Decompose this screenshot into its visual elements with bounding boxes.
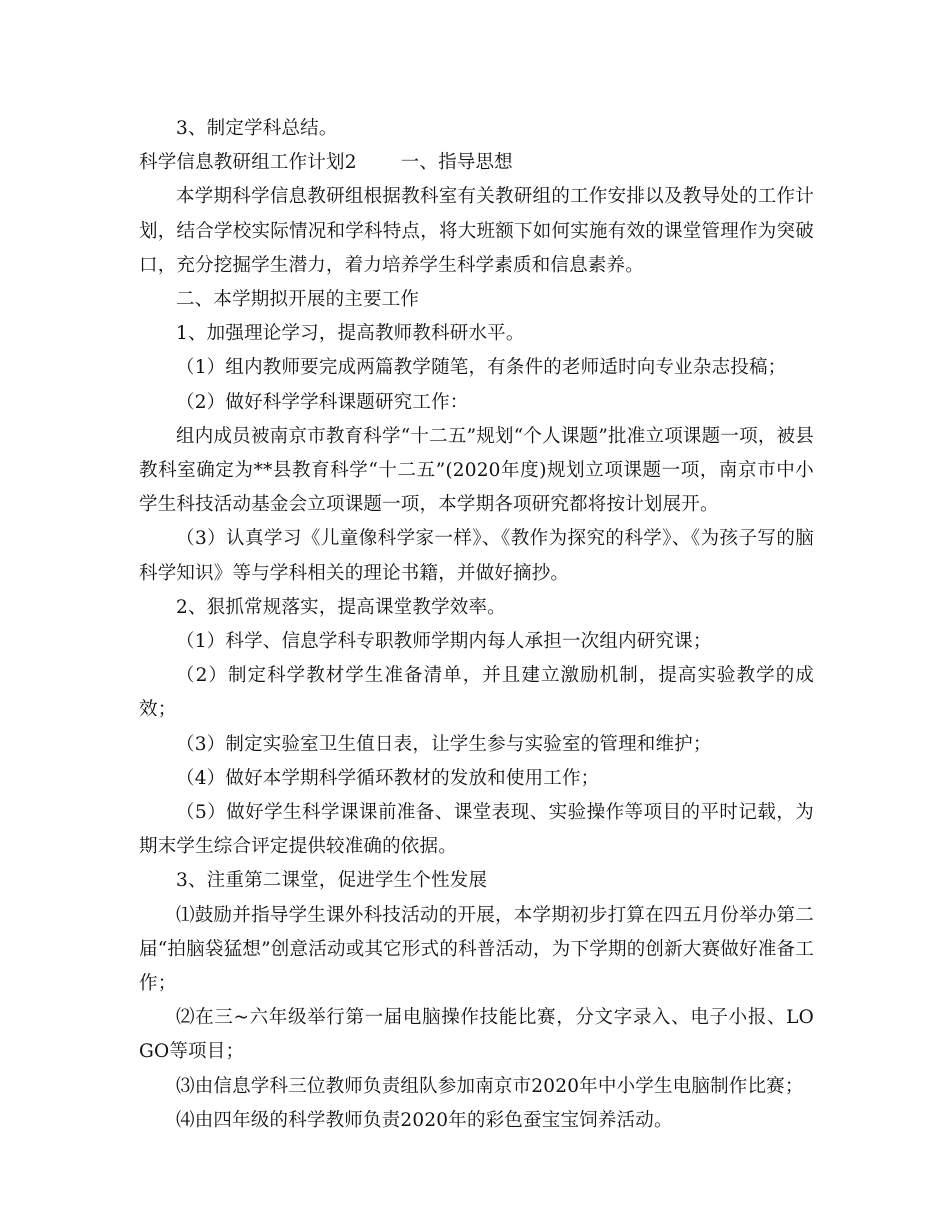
research-paragraph: 组内成员被南京市教育科学“十二五”规划“个人课题”批准立项课题一项，被县教科室确定为**县教育科学“十二五”(2020年度)规划立项课题一项，南京市中小学生科技活动基金会立项课题一项，本学期各项研究都将按计划展开。 (139, 425, 814, 516)
section-guiding-heading: 一、指导思想 (400, 152, 513, 174)
item-3-summary: 3、制定学科总结。 (176, 118, 338, 139)
item-3-1: ⑴鼓励并指导学生课外科技活动的开展，本学期初步打算在四五月份举办第二届“拍脑袋猛想”创意活动或其它形式的科普活动，为下学期的创新大赛做好准备工作； (139, 904, 814, 995)
item-1-2: （2）做好科学学科课题研究工作： (176, 391, 469, 413)
item-2-2: （2）制定科学教材学生准备清单，并且建立激励机制，提高实验教学的成效； (139, 665, 814, 721)
item-2-4: （4）做好本学期科学循环教材的发放和使用工作； (176, 767, 600, 789)
section-two-heading: 二、本学期拟开展的主要工作 (176, 289, 420, 311)
document-heading (139, 146, 814, 180)
item-3-heading: 3、注重第二课堂，促进学生个性发展 (176, 870, 488, 892)
item-3-3: ⑶由信息学科三位教师负责组队参加南京市2020年中小学生电脑制作比赛； (176, 1075, 804, 1097)
item-1-heading: 1、加强理论学习，提高教师教科研水平。 (176, 323, 525, 345)
item-3-2: ⑵在三~六年级举行第一届电脑操作技能比赛，分文字录入、电子小报、LOGO等项目； (139, 1007, 814, 1063)
document-body (139, 112, 814, 1138)
item-1-1: （1）组内教师要完成两篇教学随笔，有条件的老师适时向专业杂志投稿； (176, 357, 787, 379)
document-title: 科学信息教研组工作计划2 (139, 152, 357, 174)
item-1-3: （3）认真学习《儿童像科学家一样》、《教作为探究的科学》、《为孩子写的脑科学知识》等与学科相关的理论书籍，并做好摘抄。 (139, 528, 814, 584)
item-2-heading: 2、狠抓常规落实，提高课堂教学效率。 (176, 596, 506, 618)
guiding-paragraph: 本学期科学信息教研组根据教科室有关教研组的工作安排以及教导处的工作计划，结合学校实际情况和学科特点，将大班额下如何实施有效的课堂管理作为突破口，充分挖掘学生潜力，着力培养学生科学素质和信息素养。 (139, 186, 814, 276)
item-3-4: ⑷由四年级的科学教师负责2020年的彩色蚕宝宝饲养活动。 (176, 1109, 673, 1131)
item-2-1: （1）科学、信息学科专职教师学期内每人承担一次组内研究课； (176, 631, 712, 653)
item-2-5: （5）做好学生科学课课前准备、课堂表现、实验操作等项目的平时记载，为期末学生综合评定提供较准确的依据。 (139, 802, 814, 858)
item-2-3: （3）制定实验室卫生值日表，让学生参与实验室的管理和维护； (176, 733, 712, 755)
